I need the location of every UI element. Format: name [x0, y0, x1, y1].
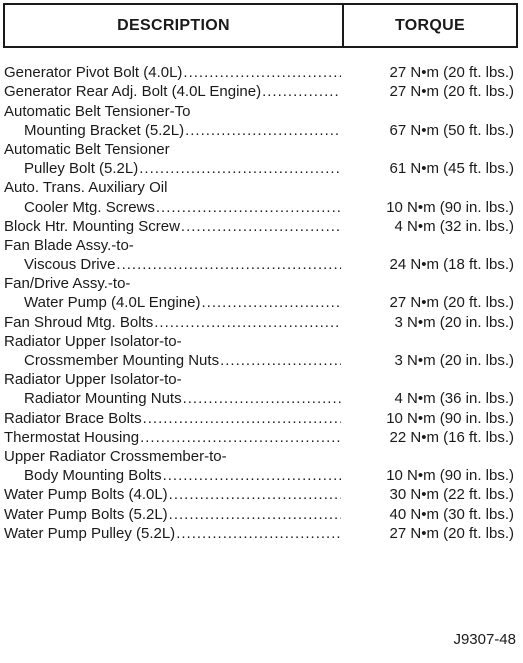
table-row [4, 407, 518, 426]
description-text: Automatic Belt Tensioner [4, 140, 170, 158]
table-row [4, 388, 518, 407]
table-row [4, 254, 518, 273]
row-description [4, 390, 341, 407]
row-description [4, 122, 341, 139]
row-description [4, 160, 341, 177]
table-row [4, 484, 518, 503]
dot-leader [185, 122, 341, 139]
row-description [4, 467, 341, 484]
row-description [4, 352, 341, 369]
dot-leader [201, 294, 341, 311]
dot-leader [181, 218, 341, 235]
description-text: Crossmember Mounting Nuts [24, 352, 220, 369]
row-description [4, 371, 341, 388]
table-row [4, 196, 518, 215]
table-row [4, 465, 518, 484]
torque-value: 24 N•m (18 ft. lbs.) [389, 256, 514, 274]
table-header [3, 3, 518, 48]
dot-leader [163, 467, 341, 484]
table-row [4, 216, 518, 235]
row-description [4, 333, 341, 350]
row-description [4, 218, 341, 235]
table-row [4, 81, 518, 100]
dot-leader [169, 486, 341, 503]
row-description [4, 199, 341, 216]
row-description [4, 448, 341, 465]
torque-value: 10 N•m (90 in. lbs.) [386, 467, 514, 485]
torque-spec-table [4, 62, 518, 542]
row-description [4, 103, 341, 120]
description-text: Upper Radiator Crossmember-to- [4, 447, 227, 465]
torque-value: 30 N•m (22 ft. lbs.) [389, 486, 514, 504]
dot-leader [139, 160, 341, 177]
row-description [4, 486, 341, 503]
row-description [4, 525, 341, 542]
table-row [4, 120, 518, 139]
description-text: Automatic Belt Tensioner-To [4, 102, 191, 120]
description-text: Water Pump Bolts (4.0L) [4, 486, 168, 504]
torque-value: 22 N•m (16 ft. lbs.) [389, 428, 514, 446]
torque-value: 27 N•m (20 ft. lbs.) [389, 83, 514, 101]
description-text: Water Pump (4.0L Engine) [24, 294, 201, 312]
dot-leader [154, 314, 341, 331]
row-description [4, 410, 341, 427]
description-text: Water Pump Bolts (5.2L) [4, 505, 168, 523]
description-text: Radiator Upper Isolator-to- [4, 371, 182, 389]
torque-value: 67 N•m (50 ft. lbs.) [389, 121, 514, 139]
torque-value: 4 N•m (36 in. lbs.) [394, 390, 514, 408]
row-description [4, 314, 341, 331]
table-row [4, 292, 518, 311]
torque-value: 40 N•m (30 ft. lbs.) [389, 505, 514, 523]
table-row [4, 235, 518, 254]
row-description [4, 64, 341, 81]
table-row [4, 139, 518, 158]
description-text: Thermostat Housing [4, 428, 140, 446]
table-row [4, 350, 518, 369]
table-row [4, 273, 518, 292]
description-text: Fan/Drive Assy.-to- [4, 275, 131, 293]
dot-leader [169, 506, 341, 523]
row-description [4, 294, 341, 311]
description-text: Body Mounting Bolts [24, 467, 162, 485]
torque-value: 10 N•m (90 in. lbs.) [386, 409, 514, 427]
torque-value: 27 N•m (20 ft. lbs.) [389, 524, 514, 542]
row-description [4, 275, 341, 292]
torque-value: 10 N•m (90 in. lbs.) [386, 198, 514, 216]
dot-leader [176, 525, 341, 542]
table-row [4, 62, 518, 81]
row-description [4, 256, 341, 273]
description-text: Generator Rear Adj. Bolt (4.0L Engine) [4, 83, 262, 101]
dot-leader [140, 429, 341, 446]
figure-code: J9307-48 [453, 631, 516, 648]
description-text: Viscous Drive [24, 256, 116, 274]
table-row [4, 311, 518, 330]
description-text: Generator Pivot Bolt (4.0L) [4, 64, 183, 82]
table-row [4, 369, 518, 388]
dot-leader [116, 256, 341, 273]
torque-value: 3 N•m (20 in. lbs.) [394, 352, 514, 369]
description-text: Pulley Bolt (5.2L) [24, 160, 139, 178]
torque-value: 27 N•m (20 ft. lbs.) [389, 64, 514, 82]
row-description [4, 506, 341, 523]
description-text: Radiator Brace Bolts [4, 409, 142, 427]
table-row [4, 427, 518, 446]
description-text: Fan Shroud Mtg. Bolts [4, 313, 154, 331]
table-row [4, 523, 518, 542]
torque-value: 27 N•m (20 ft. lbs.) [389, 294, 514, 312]
description-text: Block Htr. Mounting Screw [4, 217, 180, 235]
row-description [4, 83, 341, 100]
table-row [4, 503, 518, 522]
table-row [4, 100, 518, 119]
row-description [4, 429, 341, 446]
description-text: Mounting Bracket (5.2L) [24, 121, 185, 139]
torque-value: 4 N•m (32 in. lbs.) [394, 217, 514, 235]
dot-leader [156, 199, 341, 216]
description-text: Auto. Trans. Auxiliary Oil [4, 179, 168, 197]
dot-leader [143, 410, 341, 427]
dot-leader [220, 352, 341, 369]
description-text: Radiator Upper Isolator-to- [4, 332, 182, 350]
dot-leader [183, 64, 341, 81]
row-description [4, 141, 341, 158]
table-row [4, 446, 518, 465]
table-row [4, 331, 518, 350]
torque-column-header: TORQUE [395, 16, 465, 34]
description-column-header: DESCRIPTION [5, 5, 344, 46]
row-description [4, 179, 341, 196]
description-text: Cooler Mtg. Screws [24, 198, 155, 216]
dot-leader [183, 390, 341, 407]
dot-leader [262, 83, 341, 100]
table-row [4, 177, 518, 196]
table-row [4, 158, 518, 177]
torque-value: 61 N•m (45 ft. lbs.) [389, 160, 514, 178]
row-description [4, 237, 341, 254]
description-text: Fan Blade Assy.-to- [4, 236, 134, 254]
description-text: Water Pump Pulley (5.2L) [4, 524, 176, 542]
torque-value: 3 N•m (20 in. lbs.) [394, 313, 514, 331]
description-text: Radiator Mounting Nuts [24, 390, 182, 408]
